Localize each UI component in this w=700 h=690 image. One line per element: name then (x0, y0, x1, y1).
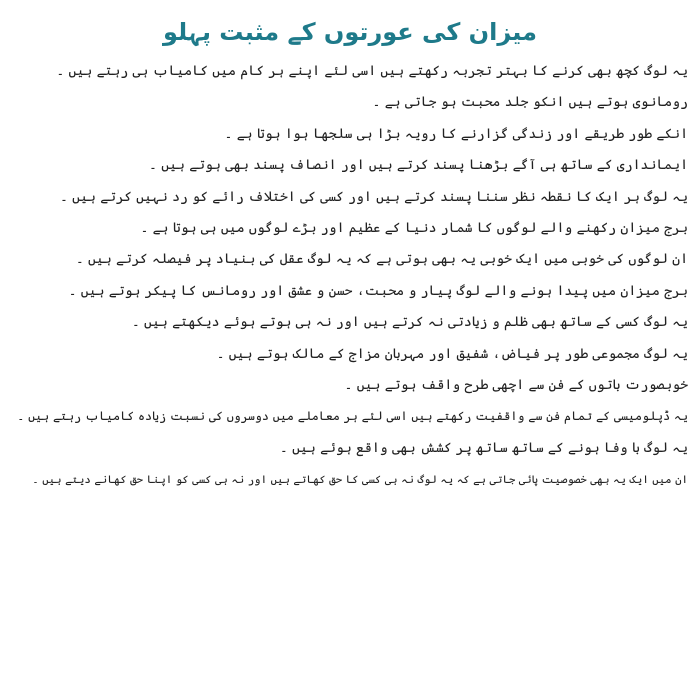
positive-traits-list (8, 56, 688, 495)
trait-line: برج میزان میں پیدا ہونے والے لوگ پیار و محبت، حسن و عشق اور رومانس کا پیکر ہوتے ہیں ۔ (68, 282, 688, 299)
trait-line: یہ لوگ کسی کے ساتھ بھی ظلم و زیادتی نہ کرتے ہیں اور نہ ہی ہوتے ہوئے دیکھتے ہیں ۔ (131, 314, 688, 331)
page-title: میزان کی عورتوں کے مثبت پہلو (163, 18, 537, 46)
trait-line: یہ لوگ کچھ بھی کرنے کا بہتر تجربہ رکھتے ہیں اسی لئے اپنے ہر کام میں کامیاب ہی رہتے ہیں ۔ (56, 63, 688, 79)
trait-line: یہ لوگ مجموعی طور پر فیاض، شفیق اور مہربان مزاج کے مالک ہوتے ہیں ۔ (216, 345, 688, 362)
trait-line: ان میں ایک یہ بھی خصوصیت پائی جاتی ہے کہ یہ لوگ نہ ہی کسی کا حق کھاتے ہیں اور نہ ہی کسی کو اپنا حق کھانے دیتے ہیں ۔ (32, 473, 688, 487)
trait-line: یہ لوگ با وفا ہونے کے ساتھ ساتھ پر کشش بھی واقع ہوئے ہیں ۔ (279, 439, 688, 456)
trait-line: رومانوی ہوتے ہیں انکو جلد محبت ہو جاتی ہے ۔ (372, 94, 688, 111)
trait-line: انکے طور طریقے اور زندگی گزارنے کا رویہ بڑا ہی سلجھا ہوا ہوتا ہے ۔ (224, 125, 688, 142)
trait-line: ایمانداری کے ساتھ ہی آگے بڑھنا پسند کرتے ہیں اور انصاف پسند بھی ہوتے ہیں ۔ (149, 157, 688, 174)
trait-line: خوبصورت باتوں کے فن سے اچھی طرح واقف ہوتے ہیں ۔ (344, 376, 688, 393)
trait-line: یہ ڈپلومیسی کے تمام فن سے واقفیت رکھتے ہیں اسی لئے ہر معاملے میں دوسروں کی نسبت زیادہ کامیاب رہتے ہیں ۔ (17, 409, 688, 424)
trait-line: برج میزان رکھنے والے لوگوں کا شمار دنیا کے عظیم اور بڑے لوگوں میں ہی ہوتا ہے ۔ (140, 219, 688, 236)
trait-line: یہ لوگ ہر ایک کا نقطہ نظر سننا پسند کرتے ہیں اور کسی کی اختلاف رائے کو رد نہیں کرتے ہیں ۔ (59, 188, 688, 205)
trait-line: ان لوگوں کی خوبی میں ایک خوبی یہ بھی ہوتی ہے کہ یہ لوگ عقل کی بنیاد پر فیصلہ کرتے ہیں ۔ (75, 251, 688, 268)
